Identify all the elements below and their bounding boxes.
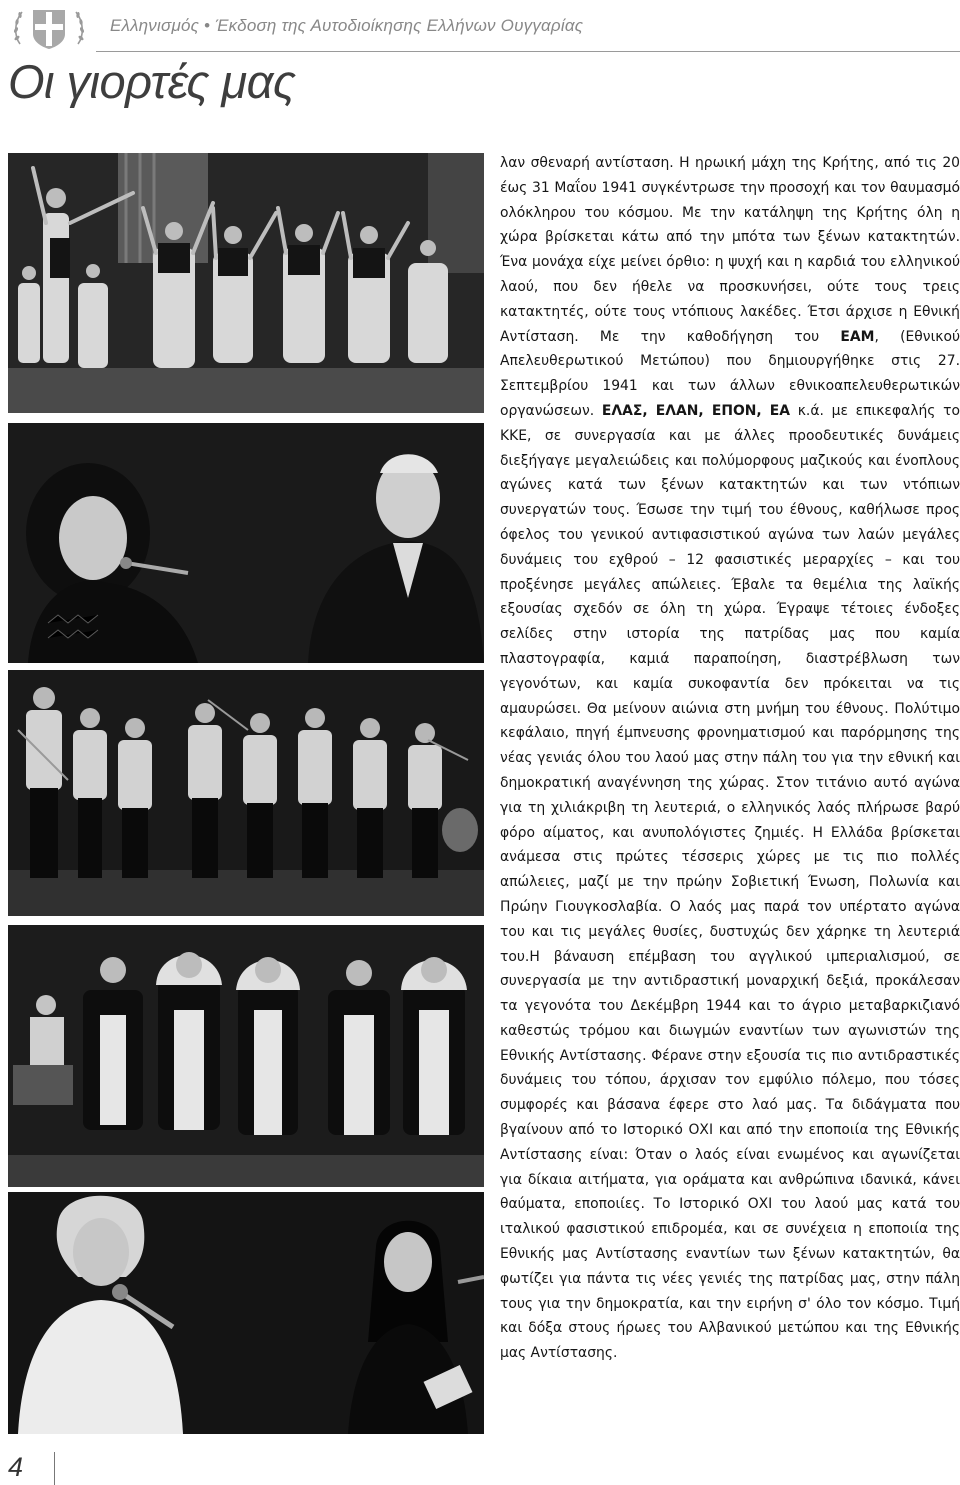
- page-header: [0, 0, 960, 140]
- photo-young-presenters: [8, 1192, 484, 1434]
- article-orgs-bold: ΕΛΑΣ, ΕΛΑΝ, ΕΠΟΝ, ΕΑ: [601, 402, 791, 419]
- photo-children-traditional-costume: [8, 925, 484, 1187]
- article-eam-bold: ΕΑΜ: [840, 328, 875, 345]
- article-text-1: λαν σθεναρή αντίσταση. Η ηρωική μάχη της Κρήτης, από τις 20 έως 31 Μαΐου 1941 συγκέντρωσε την προσοχή και τον θαυμασμό ολόκληρου του κόσμου. Με την κατάληψη της Κρήτης όλη η χώρα βρίσκεται κάτω από την μπότα των ξένων κατακτητών. Ένα μονάχα είχε μείνει όρθιο: η ψυχή και η καρδιά του ελληνικού λαού, που δεν ήθελε να προσκυνήσει, ούτε τους τρεις κατακτητές, ούτε τους ντόπιους λακέδες. Έτσι άρχισε η Εθνική Αντίσταση. Με την καθοδήγηση του: [500, 155, 960, 345]
- photo-choir: [8, 670, 484, 916]
- article-paragraph: [500, 151, 960, 1366]
- article-body: [500, 151, 960, 1366]
- article-text-3: κ.ά. με επικεφαλής το ΚΚΕ, σε συνεργασία και με άλλες προοδευτικές δυνάμεις διεξήγαγε μεγαλειώδεις και πολύμορφους μαζικούς και ένοπλους αγώνες κατά των ξένων κατακτητών και των ντόπιων συνεργατών τους. Έσωσε την τιμή του έθνους, καθήλωσε προς όφελος του γενικού αντιφασιστικού αγώνα των λαών μεγάλες δυνάμεις του εχθρού – 12 φασιστικές μεραρχίες – και του προξένησε μεγάλες απώλειες. Έβαλε τα θεμέλια της λαϊκής εξουσίας σχεδόν σε όλη τη χώρα. Έγραψε τέτοιες ένδοξες σελίδες στην ιστορία της πατρίδας μας που καμία πλαστογραφία, καμιά παραποίηση, διαστρέβλωση των γεγονότων, και καμία συκοφαντία δεν πρόκειται να τις αμαυρώσει. Θα μείνουν αιώνια στη μνήμη του έθνους. Πολύτιμο κεφάλαιο, πηγή έμπνευσης φρονηματισμού και παρόρμησης της νέας γενιάς όλου του λαού μας στην πάλη του για την εθνική και δημοκρατική αναγέννηση της χώρας. Στον τιτάνιο αυτό αγώνα για τη χιλιάκριβη τη λευτεριά, ο ελληνικός λαός πλήρωσε βαρύ φόρο αίματος, και ανυπολόγιστες ζημιές. Η Ελλάδα βρίσκεται ανάμεσα στις πρώτες τέσσερις χώρες με τις πιο πολλές απώλειες, μαζί με την πρώην Σοβιετική Ένωση, Πολωνία και Πρώην Γιουγκοσλαβία. Ο λαός μας παρά τον υπέρτατο αγώνα του και τις μεγάλες θυσίες, δυστυχώς δεν χάρηκε τη λευτεριά του.Η βάναυση επέμβαση του αγγλικού ιμπεριαλισμού, σε συνεργασία με την αντιδραστική μοναρχική δεξιά, προκάλεσαν τα γεγονότα του Δεκέμβρη 1944 και το άγριο μεταβαρκιζιανό καθεστώς τρόμου και διωγμών εναντίων των αγωνιστών της Εθνικής Αντίστασης. Φέρανε στην εξουσία τις πιο αντιδραστικές δυνάμεις του τόπου, άρχισαν τον εμφύλιο πόλεμο, που τόσες συμφορές και βάσανα έφερε στο λαό μας. Τα διδάγματα που βγαίνουν από το Ιστορικό ΟΧΙ και από την εποποιία της Εθνικής Αντίστασης είναι: Όταν ο λαός είναι ενωμένος και αγωνίζεται για δίκαια αιτήματα, για οράματα και ανθρώπινα ιδανικά, κάνει θαύματα, εποποιίες. Το Ιστορικό ΟΧΙ του λαού μας κατά του ιταλικού φασιστικού επιδρομέα, και σε συνέχεια η εποποιία της Εθνικής μας Αντίστασης εναντίων των ξένων κατακτητών, θα φωτίζει για πάντα τις νέες γενιές της πατρίδας μας, στην πάλη τους για την δημοκρατία, και την ειρήνη σ' όλο τον κόσμο. Τιμή και δόξα στους ήρωες του Αλβανικού μετώπου και της Εθνικής μας Αντίστασης.: [500, 402, 960, 1362]
- greek-cross-wreath-icon: [8, 4, 90, 50]
- header-divider: [96, 51, 960, 52]
- photo-singer-and-guest: [8, 423, 484, 663]
- publication-line: Ελληνισμός • Έκδοση της Αυτοδιοίκησης Ελλήνων Ουγγαρίας: [110, 16, 584, 35]
- footer-divider: [54, 1452, 55, 1485]
- photo-folk-dancers: [8, 153, 484, 413]
- page-number: 4: [8, 1452, 24, 1482]
- page-title: Οι γιορτές μας: [8, 55, 296, 108]
- article-text-2: , (Εθνικού Απελευθερωτικού Μετώπου) που δημιουργήθηκε στις 27. Σεπτεμβρίου 1941 και των άλλων εθνικοαπελευθερωτικών οργανώσεων.: [500, 328, 960, 419]
